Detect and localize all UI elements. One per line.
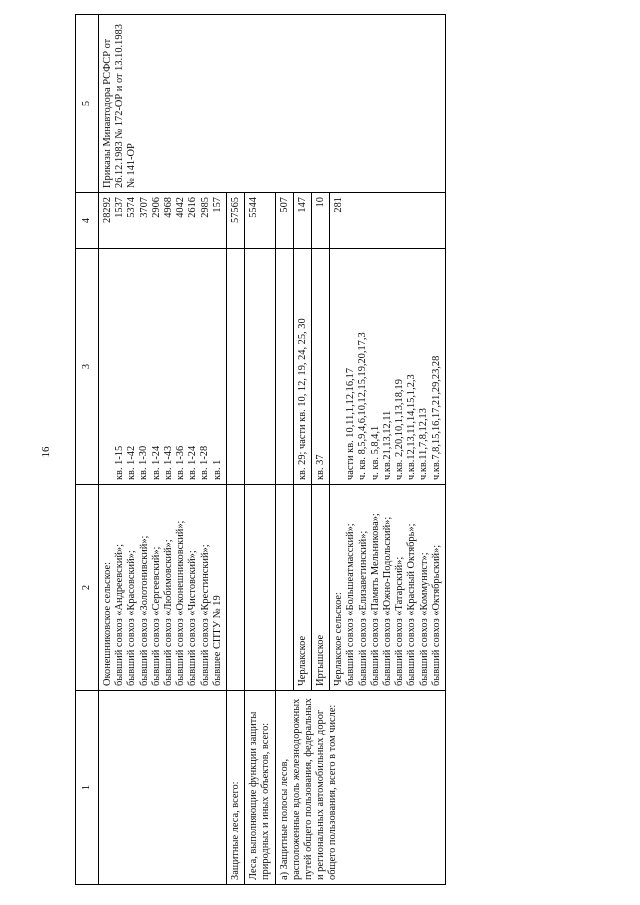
list-item: кв. 1 [211, 459, 223, 480]
list-item: бывший совхоз «Красовский»; [126, 550, 138, 686]
row1-col2 [99, 485, 227, 691]
header-row [76, 15, 99, 885]
header-col-1: 1 [76, 691, 99, 885]
list-item: бывшее СПТУ № 19 [211, 595, 223, 686]
row4-col1 [275, 691, 445, 885]
row4-col1-tail: в том числе: [327, 704, 339, 759]
row2-col2 [227, 485, 245, 691]
row5-col3: кв. 29; части кв. 10, 12, 19, 24, 25, 30 [293, 249, 311, 485]
list-item: бывший совхоз «Большеатмасский»; [345, 523, 357, 686]
list-item: бывший совхоз «Елизаветинский»; [357, 530, 369, 686]
list-item: 5374 [126, 197, 138, 218]
row4-col2 [275, 485, 293, 691]
list-item: 2985 [199, 197, 211, 218]
list-item: кв. 1-36 [175, 445, 187, 480]
list-item: бывший совхоз «Золотонивский»; [138, 535, 150, 686]
row2-col3 [227, 249, 245, 485]
header-col-5: 5 [76, 15, 99, 193]
list-item: бывший совхоз «Память Мельникова»; [369, 513, 381, 686]
list-item: 157 [211, 197, 223, 213]
row7-col4: 281 [330, 193, 446, 249]
list-item: ч.кв.12,13,11,14,15,1,2,3 [406, 374, 418, 480]
list-item: ч. кв. 8,5,9,4,6,10,12,15,19,20,17,3 [357, 332, 369, 480]
row3-col3 [245, 249, 275, 485]
list-item: ч.кв. 2,20,10,1,13,18,19 [394, 379, 406, 480]
list-item: бывший совхоз «Октябрьский»; [430, 544, 442, 686]
row7-col2 [330, 485, 446, 691]
row7-col3 [330, 249, 446, 485]
list-item: бывший совхоз «Любимовский»; [163, 539, 175, 686]
list-item: кв. 1-42 [126, 445, 138, 480]
list-item: 2906 [150, 197, 162, 218]
row3-col2 [245, 485, 275, 691]
row1-col1 [99, 691, 227, 885]
row4-col1-text: а) Защитные полосы лесов, расположенные вдоль железнодорожных путей общего пользования, федеральных и региональных автомобильных дорог общего пользования, всего [278, 698, 339, 880]
list-item: Черлакское сельское: [333, 592, 345, 686]
list-item: бывший совхоз «Крестинский»; [199, 544, 211, 686]
list-item: ч.кв.11,7,8,12,13 [418, 408, 430, 480]
list-item: ч.кв.21,13,12,11 [381, 410, 393, 480]
list-item: кв. 1-24 [150, 445, 162, 480]
list-item: кв. 1-30 [138, 445, 150, 480]
row1-col5: Приказы Минавтодора РСФСР от 26.12.1983 № 172-ОР и от 13.10.1983 № 141-ОР [99, 15, 446, 193]
list-item: бывший совхоз «Коммунист»; [418, 552, 430, 686]
list-item: кв. 1-28 [199, 445, 211, 480]
row1-col3 [99, 249, 227, 485]
list-item: 1537 [114, 197, 126, 218]
forest-table [75, 14, 446, 885]
row5-col4: 147 [293, 193, 311, 249]
list-item: 28292 [102, 197, 113, 223]
list-item: бывший совхоз «Красный Октябрь»; [406, 523, 418, 686]
list-item: кв. 1-24 [187, 445, 199, 480]
list-item: бывший совхоз «Сергеевский»; [150, 546, 162, 686]
list-item: 3707 [138, 197, 150, 218]
row1-col4 [99, 193, 227, 249]
list-item: бывший совхоз «Южно-Подольский»; [382, 516, 394, 686]
row6-col4: 10 [312, 193, 330, 249]
list-item: кв. 1-43 [162, 445, 174, 480]
row2-col4: 57565 [227, 193, 245, 249]
row3-col1: Леса, выполняющие функции защиты природных и иных объектов, всего: [245, 691, 275, 885]
row6-col2: Иртышское [312, 485, 330, 691]
list-item: Оконешниковское сельское: [102, 562, 113, 686]
page-number: 16 [40, 446, 52, 458]
header-col-3: 3 [76, 249, 99, 485]
header-col-4: 4 [76, 193, 99, 249]
list-item: части кв. 10,11,1,12,16,17 [345, 367, 357, 480]
row4-col3 [275, 249, 293, 485]
row5-col2: Черлакское [293, 485, 311, 691]
list-item: 4042 [175, 197, 187, 218]
row4-col4: 507 [275, 193, 293, 249]
list-item: ч.кв.7,8,15,16,17,21,29,23,28 [430, 355, 442, 480]
list-item: 4968 [163, 197, 175, 218]
list-item: 2616 [187, 197, 199, 218]
table-container [75, 15, 589, 885]
row3-col4: 5544 [245, 193, 275, 249]
list-item: бывший совхоз «Оконешниковский»; [175, 520, 187, 686]
list-item: ч. кв. 5,8,4,1 [369, 425, 381, 480]
list-item: бывший совхоз «Андреевский»; [114, 544, 126, 686]
list-item: кв. 1-15 [114, 445, 125, 480]
row6-col3: кв. 37 [312, 249, 330, 485]
list-item: бывший совхоз «Татарский»; [394, 556, 406, 686]
header-col-2: 2 [76, 485, 99, 691]
table-row [99, 15, 227, 885]
row2-col1: Защитные леса, всего: [227, 691, 245, 885]
list-item: бывший совхоз «Чистовский»; [187, 550, 199, 686]
